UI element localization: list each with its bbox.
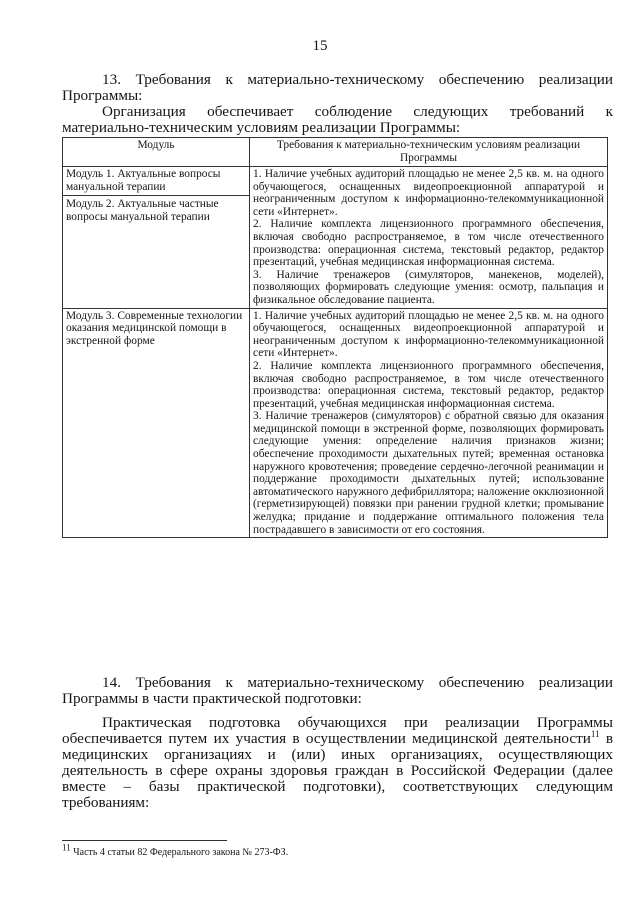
requirement-item: 2. Наличие комплекта лицензионного программного обеспечения, включая свободно распространяемое, в том числе отечественного производства: операционная система, текстовый редактор, редактор презентаций, учебная медицинская информационная система. — [253, 218, 604, 269]
requirements-table — [62, 137, 608, 538]
section-14-heading-text: 14. Требования к материально-техническому обеспечению реализации Программы в части практической подготовки: — [62, 674, 613, 707]
section-13-heading-text: 13. Требования к материально-техническому обеспечению реализации Программы: — [62, 71, 613, 104]
requirement-item: 1. Наличие учебных аудиторий площадью не менее 2,5 кв. м. на одного обучающегося, оснащенных видеопроекционной аппаратурой и неограниченным доступом к информационно-телекоммуникационной сети «Интернет». — [253, 309, 604, 360]
table-header-row — [63, 138, 608, 167]
requirement-item: 1. Наличие учебных аудиторий площадью не менее 2,5 кв. м. на одного обучающегося, оснащенных видеопроекционной аппаратурой и неограниченным доступом к информационно-телекоммуникационной сети «Интернет». — [253, 168, 604, 218]
section-14-heading — [62, 675, 613, 707]
header-requirements: Требования к материально-техническим условиям реализации Программы — [250, 138, 608, 167]
body-part-1: Практическая подготовка обучающихся при реализации Программы обеспечивается путем их участия в осуществлении медицинской деятельности — [62, 714, 613, 747]
requirements-cell — [250, 308, 608, 538]
section-14-body-text — [62, 715, 613, 811]
footnote-divider — [62, 840, 227, 841]
footnote-reference[interactable]: 11 — [590, 728, 600, 739]
section-14-body — [62, 715, 613, 811]
footnote-text: Часть 4 статьи 82 Федерального закона № 273-ФЗ. — [70, 847, 289, 858]
requirement-item: 3. Наличие тренажеров (симуляторов) с обратной связью для оказания медицинской помощи в экстренной форме, позволяющих формировать следующие умения: определение наличия признаков жизни; обеспечение проходимости дыхательных путей; временная остановка наружного кровотечения; проведение сердечно-легочной реанимации и поддержание проходимости дыхательных путей; использование автоматического наружного дефибриллятора; наложение окклюзионной (герметизирующей) повязки при ранении грудной клетки; промывание желудка; придание и поддержание оптимального положения тела пострадавшего в зависимости от его состояния. — [253, 410, 604, 536]
body-part-2: в медицинских организациях и (или) иных организациях, осуществляющих деятельность в сфере охраны здоровья граждан в Российской Федерации (далее вместе – базы практической подготовки), соответствующих следующим требованиям: — [62, 730, 613, 811]
table-row — [63, 167, 608, 309]
module-name: Модуль 3. Современные технологии оказания медицинской помощи в экстренной форме — [66, 309, 243, 347]
module-name: Модуль 2. Актуальные частные вопросы мануальной терапии — [63, 195, 249, 223]
requirement-item: 3. Наличие тренажеров (симуляторов, манекенов, моделей), позволяющих формировать следующие умения: осмотр, пальпация и физикальное обследование пациента. — [253, 268, 604, 306]
requirements-cell — [250, 167, 608, 309]
footnote-number: 11 — [62, 842, 71, 853]
section-13-intro — [62, 104, 613, 136]
module-cell — [63, 167, 250, 309]
requirement-item: 2. Наличие комплекта лицензионного программного обеспечения, включая свободно распространяемое, в том числе отечественного производства: операционная система, текстовый редактор, редактор презентаций, учебная медицинская информационная система. — [253, 359, 604, 410]
section-13-intro-text: Организация обеспечивает соблюдение следующих требований к материально-техническим условиям реализации Программы: — [62, 103, 613, 136]
footnote — [62, 842, 289, 858]
section-13-heading — [62, 72, 613, 104]
page-number: 15 — [312, 38, 328, 54]
module-cell — [63, 308, 250, 538]
header-module: Модуль — [63, 138, 250, 167]
module-name: Модуль 1. Актуальные вопросы мануальной терапии — [66, 168, 221, 193]
table-row — [63, 308, 608, 538]
